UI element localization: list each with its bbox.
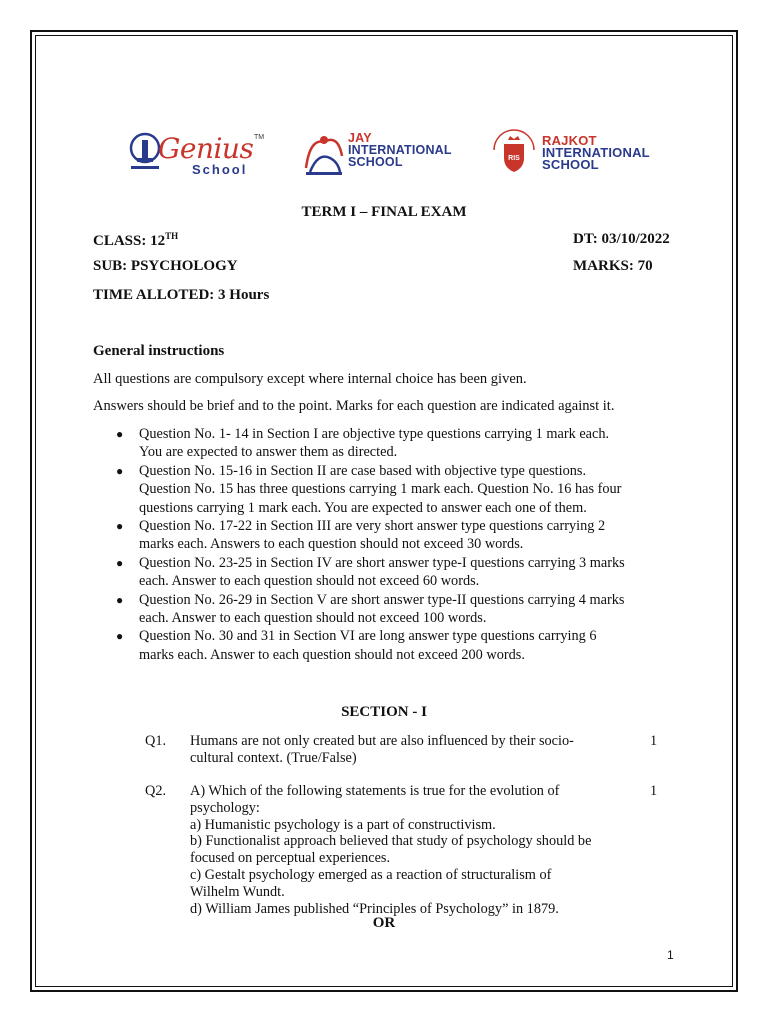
genius-tm: TM [254,134,265,141]
class-label [93,231,178,250]
genius-emblem-icon [128,132,162,176]
genius-school-logo [128,124,268,180]
question-mark: 1 [650,733,658,749]
jay-emblem-icon [300,128,346,178]
question-line: psychology: [190,799,260,816]
bullet-line: Question No. 26-29 in Section V are short answer type-II questions carrying 4 marks [139,591,625,608]
question-line: c) Gestalt psychology emerged as a reaction of structuralism of [190,866,552,883]
question-line: focused on perceptual experiences. [190,850,391,867]
bullet-line: Question No. 1- 14 in Section I are objective type questions carrying 1 mark each. [139,426,610,442]
question-text [190,733,630,767]
question-number: Q1. [145,733,167,749]
question-line: Humans are not only created but are also influenced by their socio- [190,733,574,749]
bullet-icon: ● [116,555,124,570]
bullet-item [115,554,675,591]
bullet-item [115,425,675,462]
bullet-item [115,627,675,664]
instruction-bullets [115,425,675,664]
bullet-line: marks each. Answer to each question should not exceed 200 words. [139,646,525,663]
bullet-line: You are expected to answer them as directed. [139,444,398,461]
bullet-line: each. Answer to each question should not exceed 60 words. [139,573,480,590]
jay-line2: INTERNATIONAL [348,143,452,157]
page-number: 1 [667,948,674,962]
question-line: cultural context. (True/False) [190,749,357,766]
question-text [190,783,630,917]
bullet-line: marks each. Answers to each question should not exceed 30 words. [139,536,524,553]
bullet-icon: ● [116,629,124,644]
rajkot-line3: SCHOOL [542,157,599,172]
bullet-line: Question No. 15-16 in Section II are case based with objective type questions. [139,462,587,479]
bullet-item [115,591,675,628]
jay-line1: JAY [348,131,372,145]
or-separator: OR [372,915,396,931]
total-marks: MARKS: 70 [573,258,653,274]
jay-international-logo [300,124,470,180]
rajkot-line2: INTERNATIONAL [542,145,650,160]
rajkot-badge-text: RIS [508,155,520,162]
bullet-icon: ● [116,427,124,441]
bullet-icon: ● [116,519,124,534]
rajkot-crest-icon [490,126,538,178]
question-mark: 1 [650,783,658,799]
bullet-item [115,517,675,554]
exam-title: TERM I – FINAL EXAM [301,204,467,220]
bullet-line: Question No. 30 and 31 in Section VI are long answer type questions carrying 6 [139,628,597,645]
instruction-line-2: Answers should be brief and to the point. Marks for each question are indicated against it. [93,398,615,414]
jay-line3: SCHOOL [348,155,403,169]
bullet-icon: ● [116,592,124,607]
question-line: Wilhelm Wundt. [190,883,285,900]
exam-date: DT: 03/10/2022 [573,231,670,247]
rajkot-international-logo [490,124,650,180]
bullet-line: Question No. 17-22 in Section III are very short answer type questions carrying 2 [139,518,606,535]
subject: SUB: PSYCHOLOGY [93,258,238,274]
question-line: a) Humanistic psychology is a part of constructivism. [190,816,496,833]
bullet-line: Question No. 15 has three questions carrying 1 mark each. Question No. 16 has four [139,481,622,498]
bullet-line: each. Answer to each question should not exceed 100 words. [139,610,487,627]
question-line: b) Functionalist approach believed that study of psychology should be [190,833,592,850]
bullet-line: questions carrying 1 mark each. You are expected to answer each one of them. [139,499,587,516]
instruction-line-1: All questions are compulsory except where internal choice has been given. [93,371,527,387]
bullet-item [115,462,675,517]
rajkot-logo-text [542,135,650,171]
section-title: SECTION - I [341,704,427,720]
bullet-icon: ● [116,463,124,478]
genius-sub: School [192,162,248,177]
school-logos [128,124,648,180]
time-allotted: TIME ALLOTED: 3 Hours [93,287,270,303]
question-line: d) William James published “Principles of Psychology” in 1879. [190,900,559,917]
genius-word: Genius [158,132,254,165]
question-line: A) Which of the following statements is true for the evolution of [190,783,560,799]
rajkot-line1: RAJKOT [542,133,597,148]
bullet-line: Question No. 23-25 in Section IV are short answer type-I questions carrying 3 marks [139,554,625,571]
instructions-heading: General instructions [93,343,225,359]
question-number: Q2. [145,783,167,799]
class-text: CLASS: 12 [93,233,166,249]
class-superscript: TH [165,231,179,241]
jay-logo-text [348,132,452,168]
